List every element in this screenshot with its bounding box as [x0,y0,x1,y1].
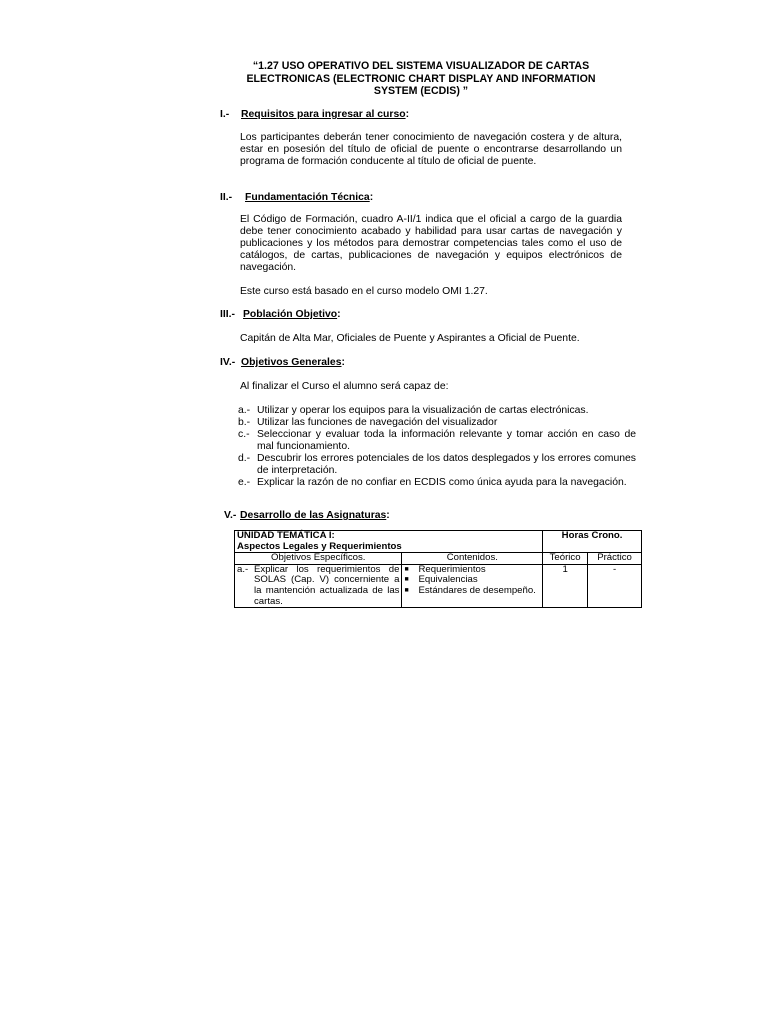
list-item [238,429,636,453]
content-text: Equivalencias [418,574,478,586]
section-2-colon: : [369,192,374,203]
section-1-text: Los participantes deberán tener conocimiento de navegación costera y de altura, estar en posesión del título de oficial de puente o encontrarse desarrollando un programa de formación conducente al título de oficial de puente. [240,132,622,167]
section-1-heading [220,109,409,121]
section-2-heading [220,192,373,204]
list-item [238,453,636,477]
list-item [404,586,540,597]
list-item-letter: c.- [238,429,250,440]
list-item-letter: b.- [238,417,251,428]
table-header-row [235,531,642,553]
section-3-number: III.- [220,309,236,320]
list-item [238,477,636,489]
contents-list [404,565,540,597]
section-5-heading [224,510,390,522]
section-1-number: I.- [220,109,230,120]
list-item-letter: e.- [238,477,251,488]
col-objectives-header: Objetivos Específicos. [235,553,402,565]
table-column-header-row [235,553,642,565]
section-3-title: Población Objetivo [243,309,338,320]
bullet-square-icon: ■ [404,586,409,594]
section-1-title: Requisitos para ingresar al curso [241,109,406,120]
col-theory-header: Teórico [543,553,588,565]
contents-cell [402,564,543,607]
section-5-title: Desarrollo de las Asignaturas [240,510,387,521]
section-4-number: IV.- [220,357,236,368]
bullet-square-icon: ■ [404,576,409,584]
list-item-text: Utilizar las funciones de navegación del visualizador [257,417,498,428]
section-3-colon: : [337,309,341,320]
list-item-text: Seleccionar y evaluar toda la información relevante y tomar acción en caso de mal funcionamiento. [257,429,636,452]
objective-cell [235,564,402,607]
section-3-text: Capitán de Alta Mar, Oficiales de Puente y Aspirantes a Oficial de Puente. [240,333,580,344]
section-4-colon: : [341,357,345,368]
table-row [235,564,642,607]
list-item-letter: a.- [238,405,251,416]
list-item [238,417,636,429]
bullet-square-icon: ■ [404,565,409,573]
section-3-heading [220,309,341,321]
col-practice-header: Práctico [588,553,642,565]
section-4-heading [220,357,345,369]
practice-hours: - [588,564,642,607]
unit-subtitle: Aspectos Legales y Requerimientos [237,540,402,552]
content-text: Estándares de desempeño. [418,584,536,596]
objective-text: Explicar los requerimientos de SOLAS (Cap. V) concerniente a la mantención actualizada de las cartas. [254,563,400,607]
unit-title-cell [235,531,543,553]
section-2-number: II.- [220,192,233,203]
list-item-text: Descubrir los errores potenciales de los datos desplegados y los errores comunes de interpretación. [257,453,636,476]
list-item-text: Utilizar y operar los equipos para la visualización de cartas electrónicas. [257,405,589,416]
theory-hours: 1 [543,564,588,607]
section-4-intro: Al finalizar el Curso el alumno será capaz de: [240,381,449,392]
list-item [238,405,636,417]
objective-letter: a.- [237,563,249,575]
section-5-number: V.- [224,510,237,521]
section-5-colon: : [386,510,390,521]
section-2-text-1: El Código de Formación, cuadro A-II/1 indica que el oficial a cargo de la guardia debe tener conocimiento acabado y habilidad para usar cartas de navegación y publicaciones y los métodos para demostrar competencias tales como el uso de catálogos, de cartas, publicaciones de navegación y equipos electrónicos de navegación. [240,214,622,273]
document-title: “1.27 USO OPERATIVO DEL SISTEMA VISUALIZADOR DE CARTAS ELECTRONICAS (ELECTRONIC CHART DISPLAY AND INFORMATION SYSTEM (ECDIS) ” [246,60,596,97]
col-contents-header: Contenidos. [402,553,543,565]
section-1-colon: : [405,109,410,120]
section-2-text-2: Este curso está basado en el curso modelo OMI 1.27. [240,286,488,297]
unit-title: UNIDAD TEMÁTICA I: [237,530,335,541]
content-text: Requerimientos [418,563,486,575]
objectives-list [238,405,636,489]
section-4-title: Objetivos Generales [241,357,342,368]
list-item-letter: d.- [238,453,251,464]
hours-header: Horas Crono. [543,531,642,553]
subjects-table [234,530,642,608]
section-2-title: Fundamentación Técnica [245,192,370,203]
list-item-text: Explicar la razón de no confiar en ECDIS como única ayuda para la navegación. [257,477,627,488]
